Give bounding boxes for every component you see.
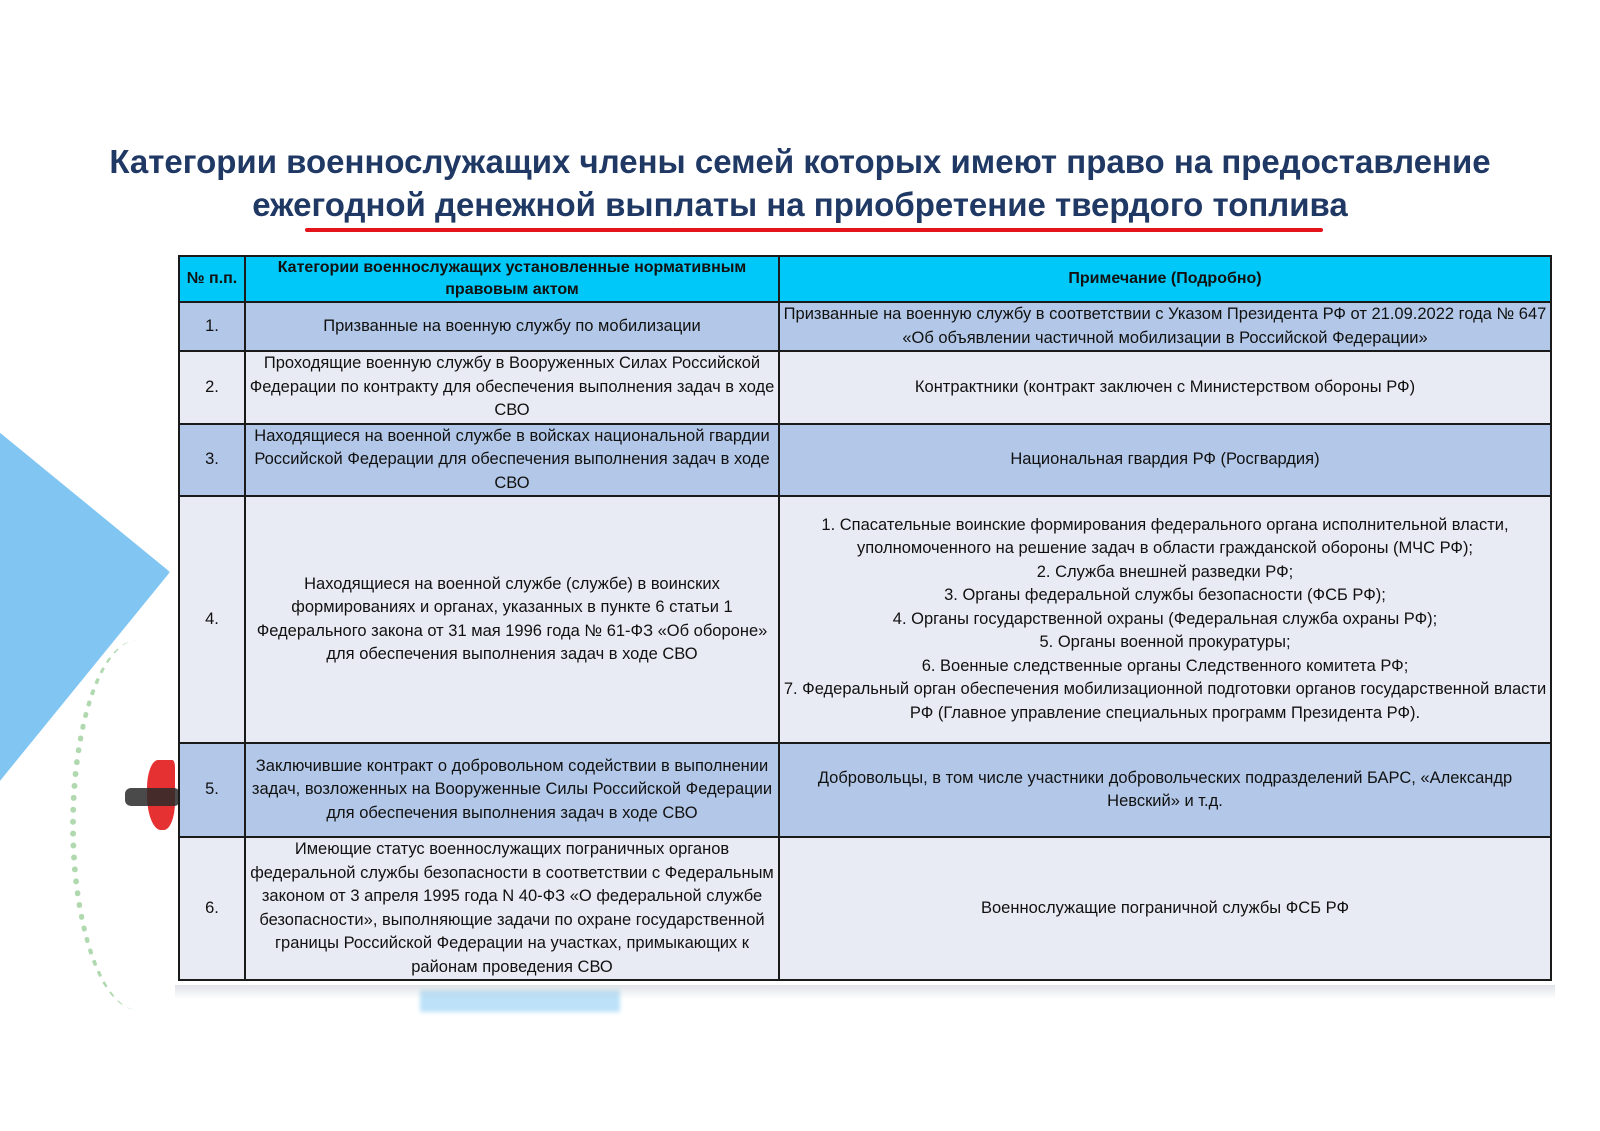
page-title [0, 140, 1600, 226]
row-num: 6. [179, 837, 245, 980]
note-list-item: 1. Спасательные воинские формирования федерального органа исполнительной власти, уполномоченного на решение задач в области гражданской обороны (МЧС РФ); [821, 515, 1509, 558]
table-row [179, 496, 1551, 743]
table-shadow [175, 985, 1555, 999]
header-category: Категории военнослужащих установленные нормативным правовым актом [245, 256, 779, 302]
table-row [179, 743, 1551, 837]
row-note: Военнослужащие пограничной службы ФСБ РФ [779, 837, 1551, 980]
row-category: Находящиеся на военной службе (службе) в воинских формированиях и органах, указанных в пункте 6 статьи 1 Федерального закона от 31 мая 1996 года № 61-ФЗ «Об обороне» для обеспечения выполнения задач в ходе СВО [245, 496, 779, 743]
note-list-item: 6. Военные следственные органы Следственного комитета РФ; [921, 656, 1409, 675]
note-list [783, 514, 1547, 726]
row-category: Призванные на военную службу по мобилизации [245, 302, 779, 351]
table-row [179, 302, 1551, 351]
row-note [779, 496, 1551, 743]
row-note: Добровольцы, в том числе участники добровольческих подразделений БАРС, «Александр Невский» и т.д. [779, 743, 1551, 837]
note-list-item: 7. Федеральный орган обеспечения мобилизационной подготовки органов государственной власти РФ (Главное управление специальных программ Президента РФ). [783, 680, 1547, 722]
table-row [179, 837, 1551, 980]
row-note: Контрактники (контракт заключен с Министерством обороны РФ) [779, 351, 1551, 424]
row-num: 3. [179, 424, 245, 497]
row-num: 2. [179, 351, 245, 424]
note-list-item: 2. Служба внешней разведки РФ; [1036, 562, 1294, 581]
note-list-item: 3. Органы федеральной службы безопасности (ФСБ РФ); [944, 586, 1386, 605]
row-num: 5. [179, 743, 245, 837]
decorative-emblem-icon [125, 760, 185, 820]
title-underline [305, 228, 1323, 232]
table-header-row [179, 256, 1551, 302]
row-note: Национальная гвардия РФ (Росгвардия) [779, 424, 1551, 497]
categories-table [178, 255, 1552, 981]
note-list-item: 4. Органы государственной охраны (Федеральная служба охраны РФ); [892, 609, 1438, 628]
row-category: Проходящие военную службу в Вооруженных Силах Российской Федерации по контракту для обеспечения выполнения задач в ходе СВО [245, 351, 779, 424]
row-category: Заключившие контракт о добровольном содействии в выполнении задач, возложенных на Вооруженные Силы Российской Федерации для обеспечения выполнения задач в ходе СВО [245, 743, 779, 837]
header-note: Примечание (Подробно) [779, 256, 1551, 302]
row-category: Находящиеся на военной службе в войсках национальной гвардии Российской Федерации для обеспечения выполнения задач в ходе СВО [245, 424, 779, 497]
row-num: 4. [179, 496, 245, 743]
header-num: № п.п. [179, 256, 245, 302]
row-category: Имеющие статус военнослужащих пограничных органов федеральной службы безопасности в соответствии с Федеральным законом от 3 апреля 1995 года N 40-ФЗ «О федеральной службе безопасности», выполняющие задачи по охране государственной границы Российской Федерации на участках, примыкающих к районам проведения СВО [245, 837, 779, 980]
row-note: Призванные на военную службу в соответствии с Указом Президента РФ от 21.09.2022 года № 647 «Об объявлении частичной мобилизации в Российской Федерации» [779, 302, 1551, 351]
table-row [179, 351, 1551, 424]
row-num: 1. [179, 302, 245, 351]
table-row [179, 424, 1551, 497]
page-title-line-1: Категории военнослужащих члены семей которых имеют право на предоставление [109, 143, 1491, 180]
note-list-item: 5. Органы военной прокуратуры; [1039, 633, 1291, 652]
page-title-line-2: ежегодной денежной выплаты на приобретение твердого топлива [252, 186, 1348, 223]
